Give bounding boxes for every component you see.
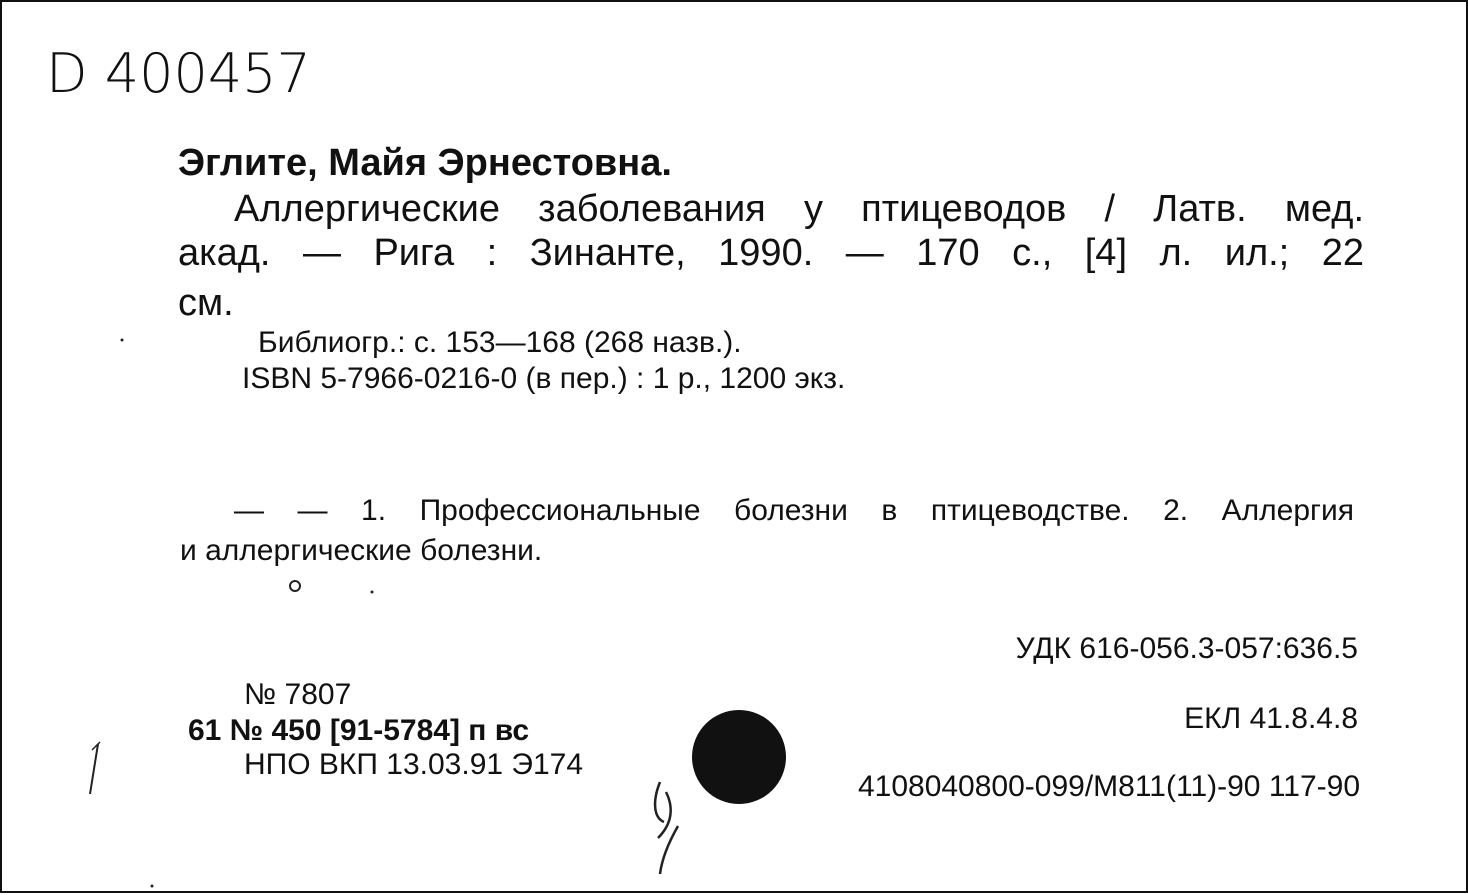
subject-line-1: — — 1. Профессиональные болезни в птицеводстве. 2. Аллергия: [234, 494, 1354, 527]
author-heading: Эглите, Майя Эрнестовна.: [178, 142, 672, 184]
subject-headings: [180, 494, 1360, 578]
printer-info: НПО ВКП 13.03.91 Э174: [244, 748, 584, 781]
speck-mark: [151, 885, 154, 888]
accession-stamp: D 400457: [46, 42, 311, 105]
title-line-2: акад. — Рига : Зинанте, 1990. — 170 с., [4] л. ил.; 22: [178, 232, 1364, 274]
isbn-note: ISBN 5-7966-0216-0 (в пер.) : 1 р., 1200 экз.: [242, 362, 846, 395]
ekl-code: ЕКЛ 41.8.4.8: [1184, 702, 1358, 735]
publisher-block: [188, 678, 658, 788]
catalog-code: 4108040800-099/М811(11)-90 117-90: [857, 770, 1360, 803]
notes-block: [242, 326, 1042, 402]
subject-line-2: и аллергические болезни.: [180, 534, 543, 567]
order-number: № 7807: [244, 678, 352, 711]
print-details: 61 № 450 [91-5784] п вс: [188, 714, 530, 747]
ink-blot: [692, 710, 786, 804]
pencil-stroke: [90, 744, 98, 794]
title-line-1: Аллергические заболевания у птицеводов / Латв. мед.: [234, 188, 1364, 230]
title-line-3: см.: [178, 282, 234, 324]
handwritten-signature: [655, 782, 678, 874]
small-circle-mark: [290, 581, 300, 591]
speck-mark: [371, 591, 374, 594]
speck-mark: [121, 339, 124, 342]
udk-code: УДК 616-056.3-057:636.5: [1015, 632, 1358, 665]
bibliography-note: Библиогр.: с. 153—168 (268 назв.).: [258, 326, 742, 359]
pencil-tick: [92, 742, 100, 750]
title-block: [178, 188, 1368, 328]
